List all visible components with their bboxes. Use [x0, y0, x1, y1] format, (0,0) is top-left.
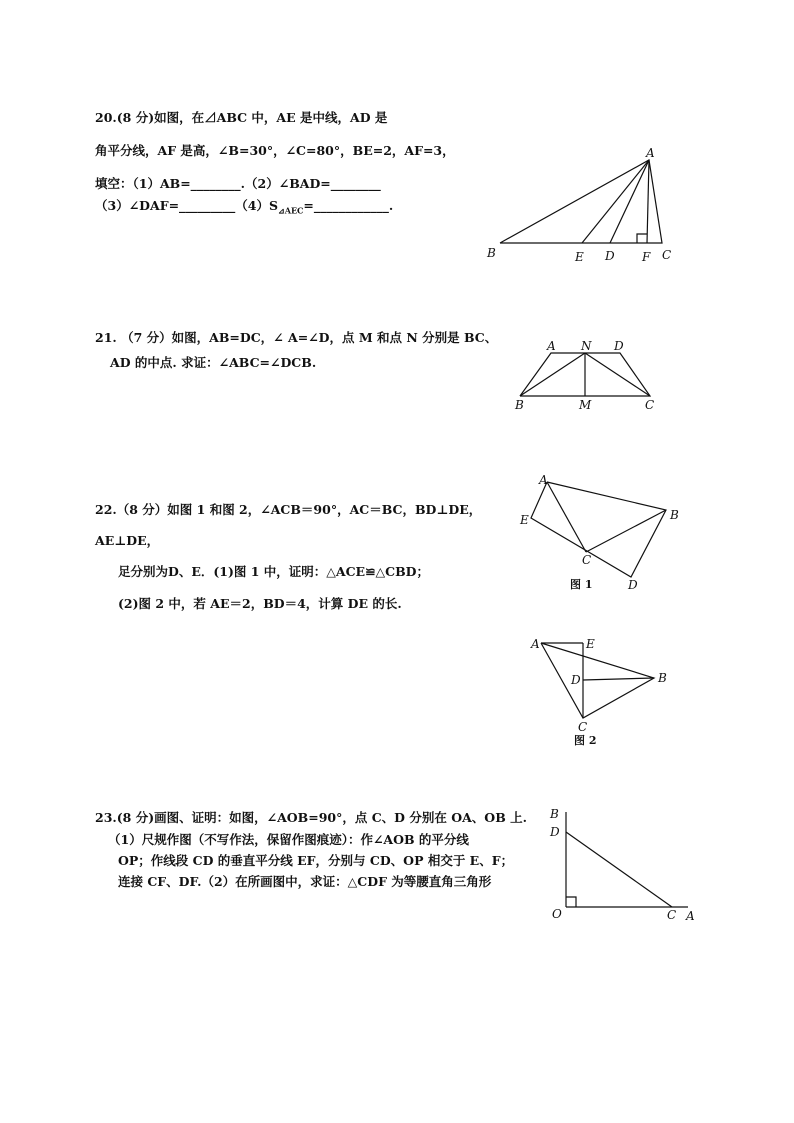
q20-line-4-post: =____________.	[303, 198, 394, 213]
q20-triangle-figure	[480, 140, 700, 270]
q20-line-4-pre: （3）∠DAF=_________（4）S	[95, 198, 279, 213]
q21-segment-NC	[585, 353, 650, 396]
q23-label-B: B	[550, 807, 559, 821]
q22-fig1-segment-CB	[586, 510, 666, 552]
q21-label-N: N	[581, 339, 592, 353]
q20-label-B: B	[487, 246, 496, 260]
q22-fig2-triangle-ABC	[541, 643, 654, 718]
q23-label-C: C	[667, 908, 677, 922]
q22-fig2-label-D: D	[571, 673, 581, 687]
q21-trapezoid-figure	[510, 335, 660, 415]
q20-label-C: C	[662, 248, 672, 262]
q20-label-D: D	[605, 249, 615, 263]
q20-line-1: 20.(8 分)如图，在⊿ABC 中，AE 是中线，AD 是	[95, 110, 388, 125]
q22-fig1-label-C: C	[582, 553, 592, 567]
q20-line-4-sub: ⊿AEC	[278, 205, 304, 216]
q21-segment-NB	[520, 353, 585, 396]
q22-fig2-segment-DB	[583, 678, 654, 680]
q21-label-C: C	[645, 398, 655, 412]
q23-line-2: （1）尺规作图（不写作法，保留作图痕迹）：作∠AOB 的平分线	[108, 832, 469, 847]
q22-fig1-segment-AC	[547, 482, 586, 552]
q21-label-M: M	[579, 398, 592, 412]
q22-fig1-label-D: D	[628, 578, 638, 592]
q22-fig2-label-B: B	[658, 671, 667, 685]
q21-line-1: 21. （7 分）如图，AB=DC，∠ A=∠D，点 M 和点 N 分别是 BC、	[95, 330, 498, 345]
q20-label-E: E	[575, 250, 584, 264]
q20-line-4	[95, 198, 393, 219]
q21-label-B: B	[515, 398, 524, 412]
q22-fig2-label-A: A	[531, 637, 540, 651]
q23-right-angle-mark	[566, 897, 576, 907]
q22-figure-1	[515, 470, 685, 595]
q21-label-D: D	[614, 339, 624, 353]
q23-label-O: O	[552, 907, 562, 921]
q21-line-2: AD 的中点. 求证：∠ABC=∠DCB.	[110, 355, 317, 370]
q22-fig2-caption: 图 2	[574, 734, 597, 747]
q22-line-3: 足分别为D、E．(1)图 1 中，证明：△ACE≌△CBD；	[118, 564, 430, 579]
q22-line-2: AE⊥DE，	[95, 533, 160, 548]
q22-fig1-label-A: A	[539, 473, 548, 487]
q22-fig1-label-E: E	[520, 513, 529, 527]
q22-fig2-label-C: C	[578, 720, 588, 734]
q23-label-D: D	[550, 825, 560, 839]
q20-right-angle-mark	[637, 234, 647, 243]
q23-figure	[545, 800, 705, 925]
q23-segment-CD	[566, 832, 672, 907]
q22-figure-2	[525, 635, 675, 750]
q23-label-A: A	[686, 909, 695, 923]
q22-fig1-caption: 图 1	[570, 578, 593, 591]
q20-line-2: 角平分线，AF 是高，∠B=30°，∠C=80°，BE=2，AF=3，	[95, 143, 455, 158]
q22-line-1: 22.（8 分）如图 1 和图 2，∠ACB＝90°，AC＝BC，BD⊥DE，	[95, 502, 482, 517]
q22-fig1-quad-AEDB	[531, 482, 666, 577]
q23-line-1: 23.(8 分)画图、证明：如图，∠AOB=90°，点 C、D 分别在 OA、OB 上.	[95, 810, 527, 825]
q23-line-4: 连接 CF、DF.（2）在所画图中，求证：△CDF 为等腰直角三角形	[118, 874, 492, 889]
q20-label-A: A	[646, 146, 655, 160]
q22-fig2-label-E: E	[586, 637, 595, 651]
q22-fig1-label-B: B	[670, 508, 679, 522]
q23-line-3: OP；作线段 CD 的垂直平分线 EF，分别与 CD、OP 相交于 E、F；	[118, 853, 514, 868]
q20-label-F: F	[642, 250, 651, 264]
q21-label-A: A	[547, 339, 556, 353]
q20-height-AF	[647, 160, 649, 243]
q22-line-4: (2)图 2 中，若 AE＝2，BD＝4，计算 DE 的长.	[118, 596, 402, 611]
q20-triangle-outline	[500, 160, 662, 243]
q20-line-3: 填空：（1）AB=________.（2）∠BAD=________	[95, 176, 381, 191]
